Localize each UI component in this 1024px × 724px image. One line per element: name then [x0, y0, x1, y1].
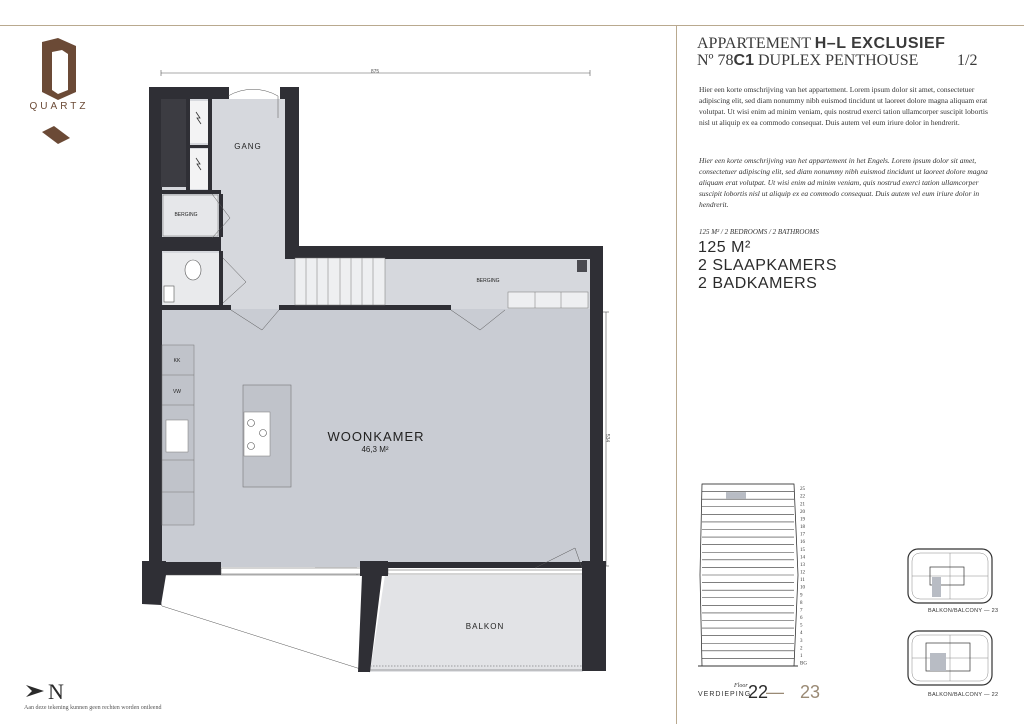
floor-number-label: 19 — [800, 517, 805, 523]
floor-number-label: 4 — [800, 631, 803, 637]
title-type: APPARTEMENT — [697, 35, 811, 52]
floor-next: 23 — [800, 682, 821, 702]
floor-number-label: 20 — [800, 509, 805, 515]
title-variant: H–L EXCLUSIEF — [814, 35, 946, 52]
floor-current: 22 — [748, 682, 769, 702]
room-area-woonkamer: 46,3 M² — [361, 445, 389, 454]
description-english: Hier een korte omschrijving van het appartement in het Engels. Lorem ipsum dolor sit amet, consectetuer adipiscing elit, sed diam nonummy nibh euismod tincidunt ut laoreet dolore magna aliquam erat volutpat. Ut wisi enim ad minim veniam, quis nostrud exerci tation ullamcorper suscipit lobortis nisl ut aliquip ex ea commodo consequat. Duis autem vel eum iriure dolor in hendrerit. — [699, 156, 988, 209]
title-suffix: DUPLEX PENTHOUSE — [757, 52, 919, 69]
minimap-label-22: BALKON/BALCONY — 22 — [928, 692, 999, 698]
floor-number-label: BG — [800, 661, 807, 667]
floor-number-label: 12 — [800, 570, 805, 576]
title-code: C1 — [733, 52, 754, 69]
floor-number-label: 15 — [800, 547, 805, 553]
floor-number-label: 8 — [800, 600, 803, 606]
balcony-minimap-22 — [902, 627, 998, 689]
floor-number-label: 16 — [800, 540, 805, 546]
disclaimer: Aan deze tekening kunnen geen rechten worden ontleend — [24, 705, 162, 711]
room-label-berging-2: BERGING — [476, 278, 500, 284]
title-number: Nº 78 — [697, 52, 734, 69]
brand-wordmark: QUARTZ — [29, 101, 89, 112]
floor-number-label: 21 — [800, 502, 805, 508]
north-arrow-icon — [24, 679, 74, 703]
floor-number-label: 2 — [800, 646, 803, 652]
dimension-side: 534 — [604, 433, 611, 443]
spec-area: 125 M² — [698, 239, 751, 256]
room-label-berging: BERGING — [174, 212, 198, 218]
room-label-gang: GANG — [234, 142, 262, 151]
description-dutch: Hier een korte omschrijving van het appartement. Lorem ipsum dolor sit amet, consectetuer adipiscing elit, sed diam nonummy nibh euismod tincidunt ut laoreet dolore magna aliquam erat volutpat. Ut wisi enim ad minim veniam, quis nostrud exerci tation ullamcorper suscipit lobortis nisl ut aliquip ex ea commodo consequat. Duis autem vel eum iriure dolor in hendrerit. — [699, 85, 988, 127]
column-divider — [676, 25, 677, 724]
floor-number-label: 14 — [800, 555, 805, 561]
floor-number-label: 22 — [800, 494, 805, 500]
specs-summary: 125 M² / 2 BEDROOMS / 2 BATHROOMS — [699, 228, 819, 236]
floor-number-label: 5 — [800, 623, 803, 629]
floor-highlight — [726, 492, 746, 499]
floor-number-label: 13 — [800, 562, 805, 568]
building-elevation — [698, 480, 818, 670]
spec-bathrooms: 2 BADKAMERS — [698, 275, 818, 292]
floor-number-label: 17 — [800, 532, 805, 538]
floor-number-label: 9 — [800, 593, 803, 599]
north-label: N — [48, 679, 64, 703]
appliance-label-vw: VW — [172, 389, 182, 395]
floor-label-nl: VERDIEPING — [698, 691, 752, 698]
floor-dash: — — [766, 682, 784, 702]
floor-number-label: 25 — [800, 487, 805, 493]
floor-number-label: 11 — [800, 578, 805, 584]
floor-number-label: 7 — [800, 608, 803, 614]
floor-number-label: 3 — [800, 638, 803, 644]
floor-label-en: Floor — [734, 683, 748, 689]
spec-bedrooms: 2 SLAAPKAMERS — [698, 257, 837, 274]
floor-number-label: 10 — [800, 585, 805, 591]
title-line-1 — [697, 35, 997, 53]
appliance-label-kk: KK — [173, 358, 181, 364]
floor-number-label: 1 — [800, 653, 803, 659]
dimension-top: 875 — [370, 69, 380, 75]
title-line-2 — [697, 52, 997, 70]
minimap-label-23: BALKON/BALCONY — 23 — [928, 608, 999, 614]
room-label-woonkamer: WOONKAMER — [327, 429, 425, 444]
page-fraction: 1/2 — [957, 52, 978, 69]
floor-number-label: 18 — [800, 525, 805, 530]
room-label-balkon: BALKON — [465, 622, 505, 631]
floor-number-label: 6 — [800, 616, 803, 621]
balcony-minimap-23 — [902, 545, 998, 607]
